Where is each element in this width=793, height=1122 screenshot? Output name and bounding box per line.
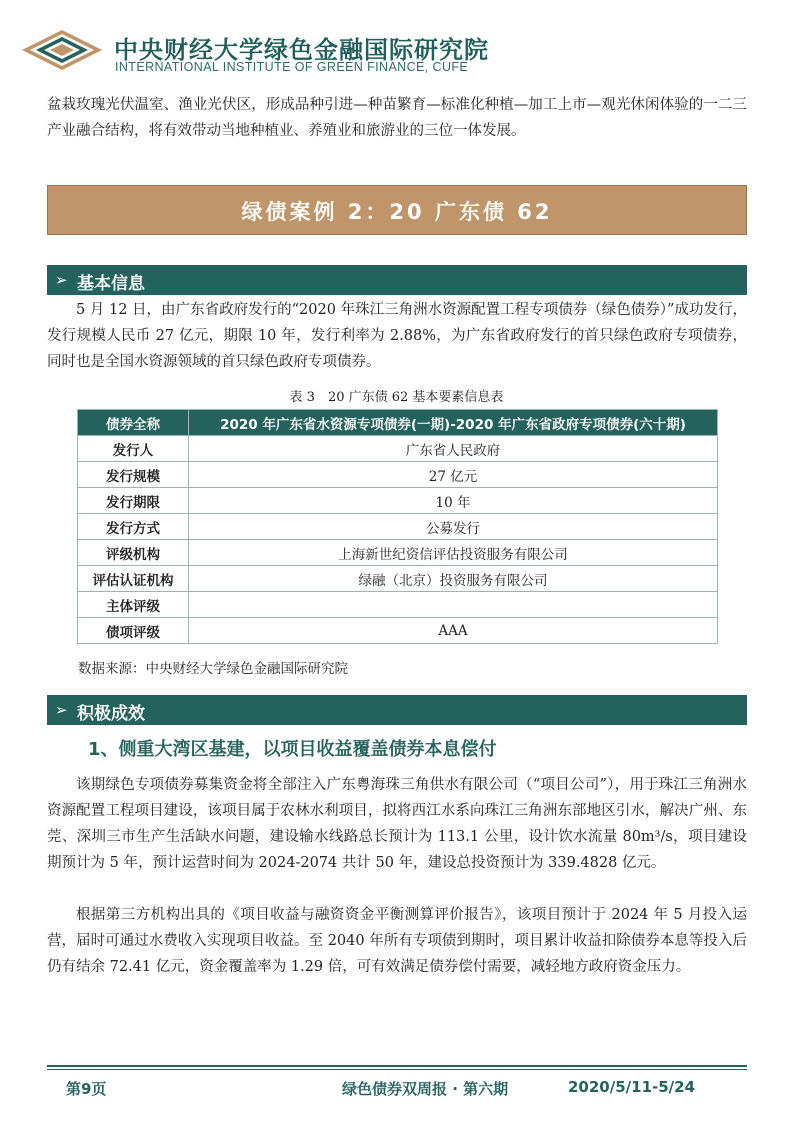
table-row [78,592,718,618]
publication-date: 2020/5/11-5/24 [568,1078,696,1096]
table-row [78,566,718,592]
org-name-en: INTERNATIONAL INSTITUTE OF GREEN FINANCE, CUFE [115,60,469,74]
row-value: 10 年 [189,488,718,514]
effects-paragraph-2 [47,902,747,980]
section-bar-effects [47,695,747,725]
row-value: 公募发行 [189,514,718,540]
row-value: AAA [189,618,718,644]
table-row [78,540,718,566]
row-value: 27 亿元 [189,462,718,488]
basic-info-text: 5 月 12 日，由广东省政府发行的“2020 年珠江三角洲水资源配置工程专项债券（绿色债券）”成功发行，发行规模人民币 27 亿元，期限 10 年，发行利率为 2.88%，为广东省政府发行的首只绿色政府专项债券，同时也是全国水资源领域的首只绿色政府专项债券。 [47,302,747,370]
row-key: 发行方式 [78,514,189,540]
table-header-value: 2020 年广东省水资源专项债券(一期)-2020 年广东省政府专项债券(六十期) [189,410,718,436]
table-row [78,436,718,462]
arrow-icon: ➢ [55,271,68,289]
table-row [78,462,718,488]
case-banner [47,185,747,235]
section-bar-basic-info [47,265,747,295]
intro-paragraph [47,92,747,144]
table-header-key: 债券全称 [78,410,189,436]
intro-text: 盆栽玫瑰光伏温室、渔业光伏区，形成品种引进—种苗繁育—标准化种植—加工上市—观光休闲体验的一二三产业融合结构，将有效带动当地种植业、养殖业和旅游业的三位一体发展。 [47,97,747,139]
subheading: 1、侧重大湾区基建，以项目收益覆盖债券本息偿付 [88,739,497,760]
table-row [78,488,718,514]
section-label-basic-info: 基本信息 [77,274,145,294]
case-title: 绿债案例 2：20 广东债 62 [241,200,553,224]
effects-text-1: 该期绿色专项债券募集资金将全部注入广东粤海珠三角供水有限公司（“项目公司”），用于珠江三角洲水资源配置工程项目建设，该项目属于农林水利项目，拟将西江水系向珠江三角洲东部地区引水，解决广州、东莞、深圳三市生产生活缺水问题，建设输水线路总长预计为 113.1 公里，设计饮水流量 80m³/s，项目建设期预计为 5 年，预计运营时间为 2024-2074 共计 50 年，建设总投资预计为 339.4828 亿元。 [47,777,747,871]
row-value: 绿融（北京）投资服务有限公司 [189,566,718,592]
table-caption: 表 3 20 广东债 62 基本要素信息表 [289,390,504,405]
footer-rule-thin [47,1069,747,1070]
row-key: 发行人 [78,436,189,462]
arrow-icon: ➢ [55,701,68,719]
publication-title: 绿色债券双周报 · 第六期 [342,1080,509,1098]
section-label-effects: 积极成效 [77,704,145,724]
row-value: 广东省人民政府 [189,436,718,462]
row-key: 发行规模 [78,462,189,488]
bond-info-table [77,409,718,644]
row-key: 评级机构 [78,540,189,566]
basic-info-paragraph [47,297,747,375]
row-key: 主体评级 [78,592,189,618]
table-source: 数据来源：中央财经大学绿色金融国际研究院 [78,661,348,677]
row-value [189,592,718,618]
org-name-cn: 中央财经大学绿色金融国际研究院 [114,36,489,64]
effects-text-2: 根据第三方机构出具的《项目收益与融资资金平衡测算评价报告》，该项目预计于 2024 年 5 月投入运营，届时可通过水费收入实现项目收益。至 2040 年所有专项债到期时，项目累计收益扣除债券本息等投入后仍有结余 72.41 亿元，资金覆盖率为 1.29 倍，可有效满足债券偿付需要，减轻地方政府资金压力。 [47,907,747,975]
table-row [78,618,718,644]
effects-paragraph-1 [47,772,747,876]
row-key: 债项评级 [78,618,189,644]
footer-rule [47,1065,747,1067]
iigf-logo-icon [18,24,106,72]
row-value: 上海新世纪资信评估投资服务有限公司 [189,540,718,566]
row-key: 评估认证机构 [78,566,189,592]
table-row [78,514,718,540]
table-header-row [78,410,718,436]
row-key: 发行期限 [78,488,189,514]
page-number: 第9页 [66,1080,107,1098]
